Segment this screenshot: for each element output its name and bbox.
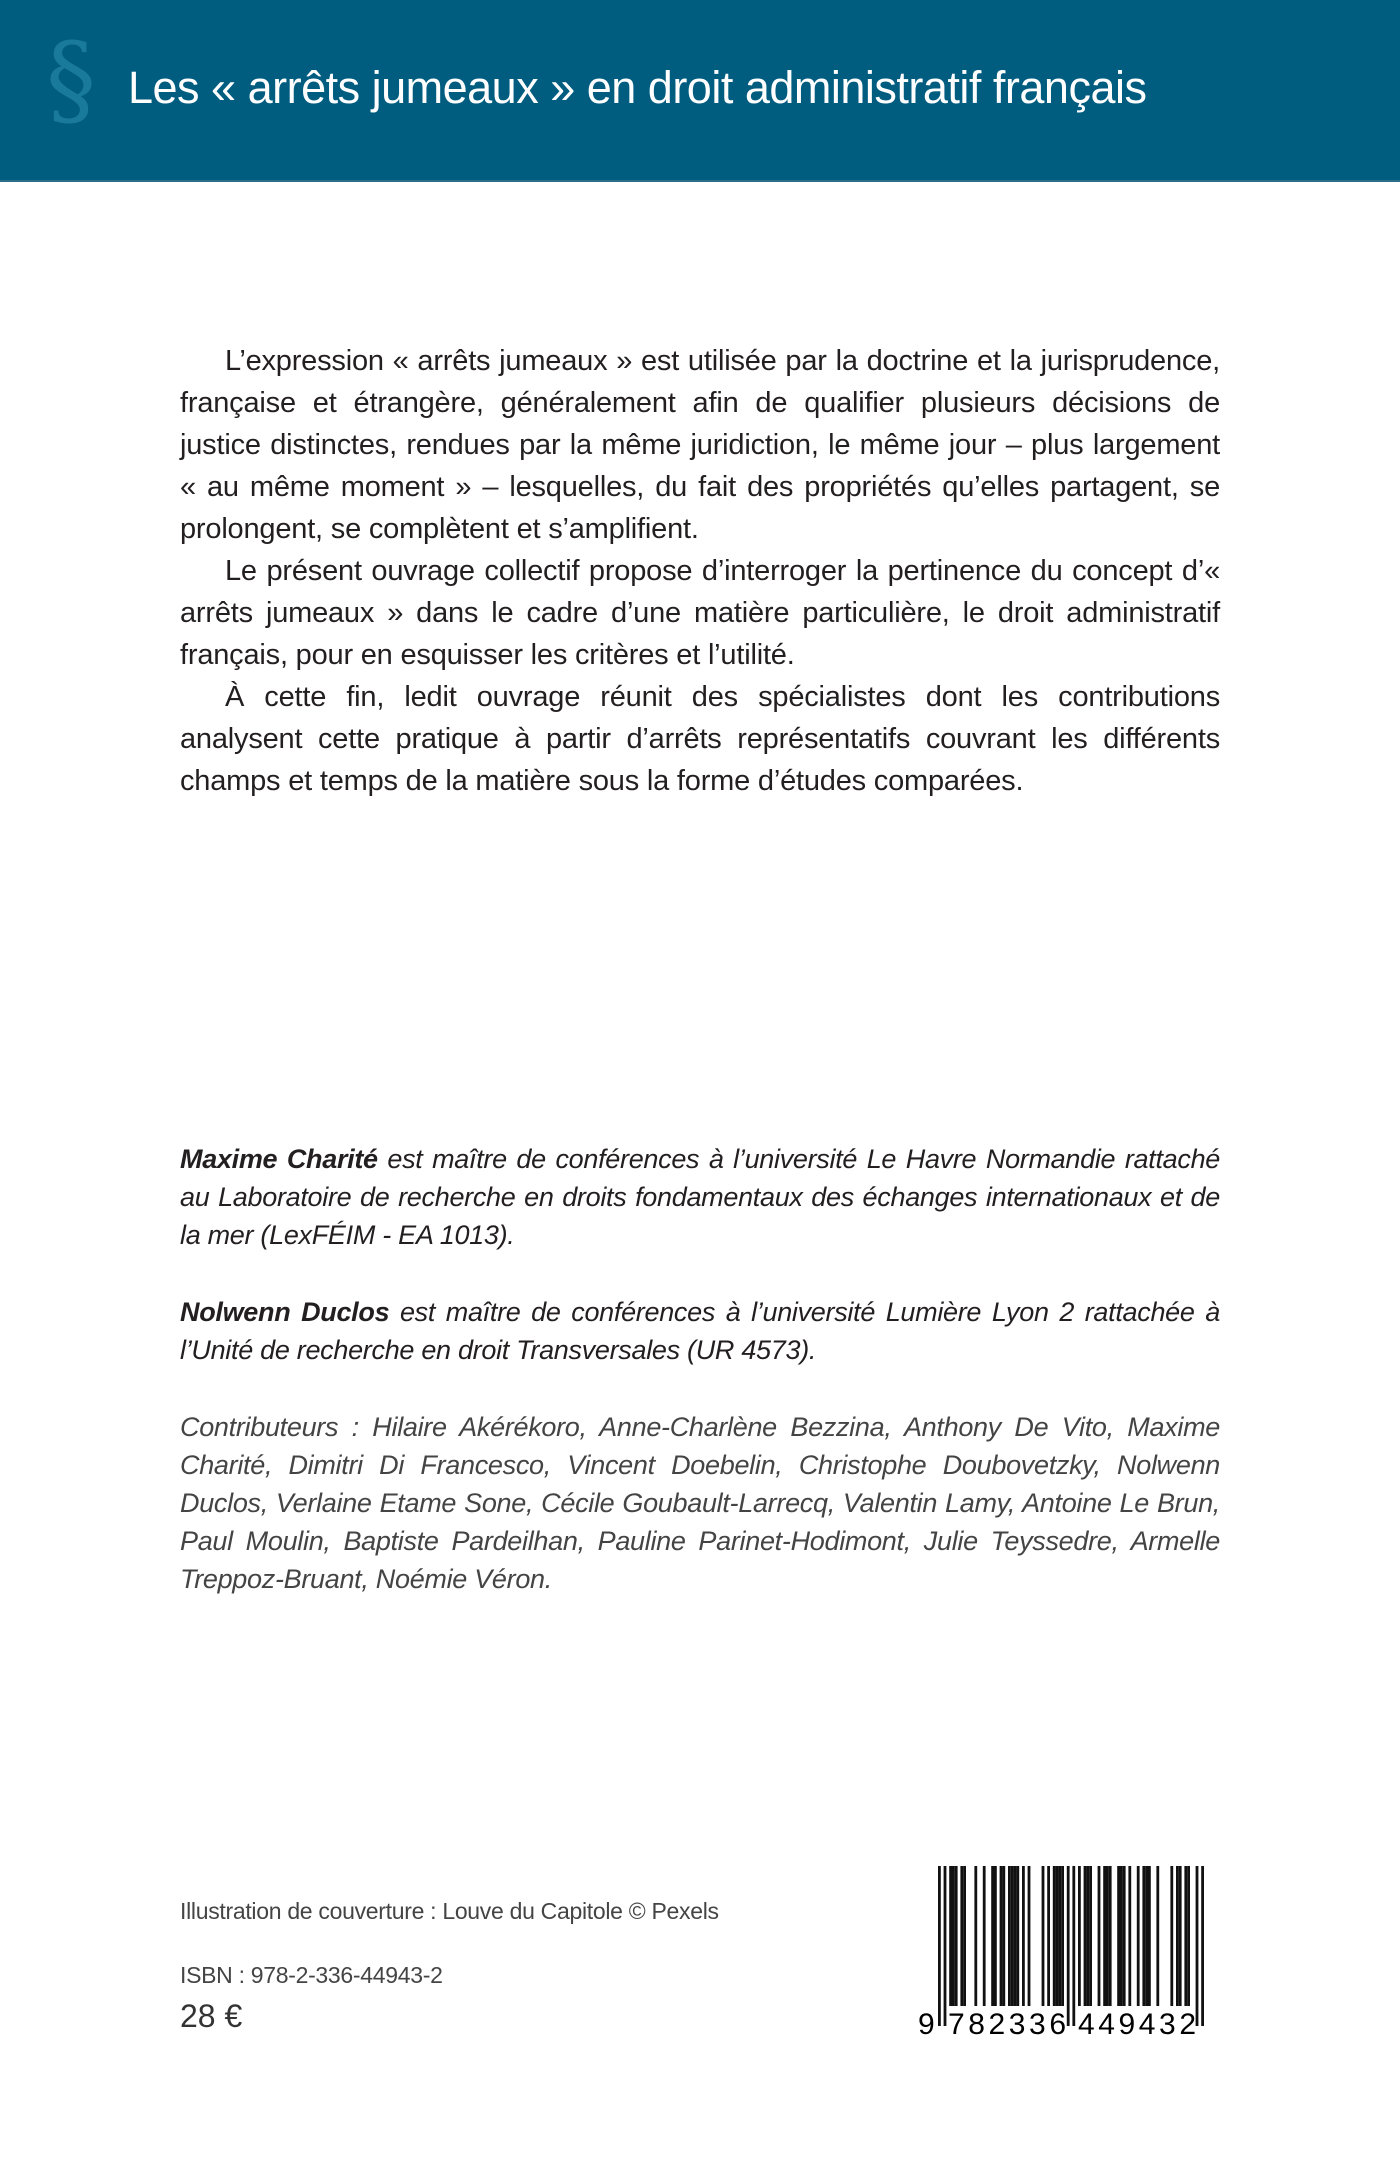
barcode-bar: [1047, 1866, 1050, 2006]
author-name: Maxime Charité: [180, 1144, 378, 1174]
barcode-bar: [1028, 1866, 1031, 2006]
price: 28 €: [180, 1998, 243, 2034]
barcode-bar: [938, 1866, 941, 2026]
barcode-bar: [991, 1866, 994, 2006]
barcode-bar: [1058, 1866, 1061, 2006]
barcode-first-digit: 9: [918, 2008, 935, 2038]
barcode-bar: [1022, 1866, 1025, 2006]
barcode-bar: [1156, 1866, 1159, 2006]
barcode-bar: [1000, 1866, 1003, 2006]
barcode-bar: [949, 1866, 952, 2006]
barcode-bar: [952, 1866, 955, 2006]
barcode-bar: [963, 1866, 966, 2006]
barcode-bar: [1056, 1866, 1059, 2006]
barcode-bar: [1117, 1866, 1120, 2006]
author-description: est maître de conférences à l’université Le Havre Normandie rattaché au Laboratoire de recherche en droits fondamentaux des échanges internationaux et de la mer (LexFÉIM - EA 1013).: [180, 1144, 1220, 1250]
cover-credit: Illustration de couverture : Louve du Capitole © Pexels: [180, 1898, 719, 1924]
barcode-bar: [1053, 1866, 1056, 2006]
barcode-bar: [1072, 1866, 1075, 2026]
abstract-paragraph: À cette fin, ledit ouvrage réunit des spécialistes dont les contributions analysent cette pratique à partir d’arrêts représentatifs couvrant les différents champs et temps de la matière sous la forme d’études comparées.: [180, 681, 1220, 797]
barcode-bar: [1011, 1866, 1014, 2006]
barcode-bar: [1078, 1866, 1081, 2006]
barcode-bar: [944, 1866, 947, 2026]
barcode-bar: [1106, 1866, 1109, 2006]
barcode-bar: [983, 1866, 986, 2006]
book-title: Les « arrêts jumeaux » en droit administratif français: [128, 62, 1147, 113]
barcode-bar: [1014, 1866, 1017, 2006]
author-name: Nolwenn Duclos: [180, 1297, 390, 1327]
barcode-bar: [1179, 1866, 1182, 2006]
barcode-bar: [1086, 1866, 1089, 2006]
isbn: ISBN : 978-2-336-44943-2: [180, 1962, 443, 1988]
barcode-bar: [974, 1866, 977, 2006]
barcode-bar: [994, 1866, 997, 2006]
barcode-bar: [1176, 1866, 1179, 2006]
barcode-bar: [1103, 1866, 1106, 2006]
barcode-bar: [1084, 1866, 1087, 2006]
author-bio: [180, 1293, 1220, 1369]
barcode-bar: [1128, 1866, 1131, 2006]
barcode-bar: [1148, 1866, 1151, 2006]
barcode-right-digits: 449432: [1078, 2008, 1196, 2038]
abstract-paragraph: Le présent ouvrage collectif propose d’interroger la pertinence du concept d’« arrêts jumeaux » dans le cadre d’une matière particulière, le droit administratif français, pour en esquisser les critères et l’utilité.: [180, 555, 1220, 671]
barcode-bar: [1089, 1866, 1092, 2006]
barcode-bar: [1196, 1866, 1199, 2026]
barcode-bar: [1184, 1866, 1187, 2006]
barcode-bar: [1137, 1866, 1140, 2006]
author-bio: [180, 1140, 1220, 1254]
barcode-bar: [1142, 1866, 1145, 2006]
barcode-bar: [1061, 1866, 1064, 2006]
barcode-left-digits: 782336: [948, 2008, 1066, 2038]
header-band: [0, 0, 1400, 182]
barcode: [918, 1866, 1224, 2038]
section-symbol-icon: §: [46, 21, 96, 138]
barcode-bar: [1109, 1866, 1112, 2006]
barcode-bar: [1187, 1866, 1190, 2006]
contributors-list: Contributeurs : Hilaire Akérékoro, Anne-Charlène Bezzina, Anthony De Vito, Maxime Charité, Dimitri Di Francesco, Vincent Doebelin, Christophe Doubovetzky, Nolwenn Duclos, Verlaine Etame Sone, Cécile Goubault-Larrecq, Valentin Lamy, Antoine Le Brun, Paul Moulin, Baptiste Pardeilhan, Pauline Parinet-Hodimont, Julie Teyssedre, Armelle Treppoz-Bruant, Noémie Véron.: [180, 1412, 1220, 1594]
barcode-bar: [1145, 1866, 1148, 2006]
barcode-bar: [1002, 1866, 1005, 2006]
barcode-bar: [1123, 1866, 1126, 2006]
barcode-bar: [960, 1866, 963, 2006]
author-description: est maître de conférences à l’université Lumière Lyon 2 rattachée à l’Unité de recherche en droit Transversales (UR 4573).: [180, 1297, 1220, 1365]
barcode-bar: [1201, 1866, 1204, 2026]
barcode-bar: [1042, 1866, 1045, 2006]
abstract: [180, 340, 1220, 802]
barcode-bar: [1170, 1866, 1173, 2006]
barcode-bar: [955, 1866, 958, 2006]
barcode-bar: [1016, 1866, 1019, 2006]
barcode-bar: [1067, 1866, 1070, 2026]
barcode-bar: [1008, 1866, 1011, 2006]
barcode-bar: [1120, 1866, 1123, 2006]
barcode-bar: [1098, 1866, 1101, 2006]
abstract-paragraph: L’expression « arrêts jumeaux » est utilisée par la doctrine et la jurisprudence, française et étrangère, généralement afin de qualifier plusieurs décisions de justice distinctes, rendues par la même juridiction, le même jour – plus largement « au même moment » – lesquelles, du fait des propriétés qu’elles partagent, se prolongent, se complètent et s’amplifient.: [180, 345, 1220, 545]
